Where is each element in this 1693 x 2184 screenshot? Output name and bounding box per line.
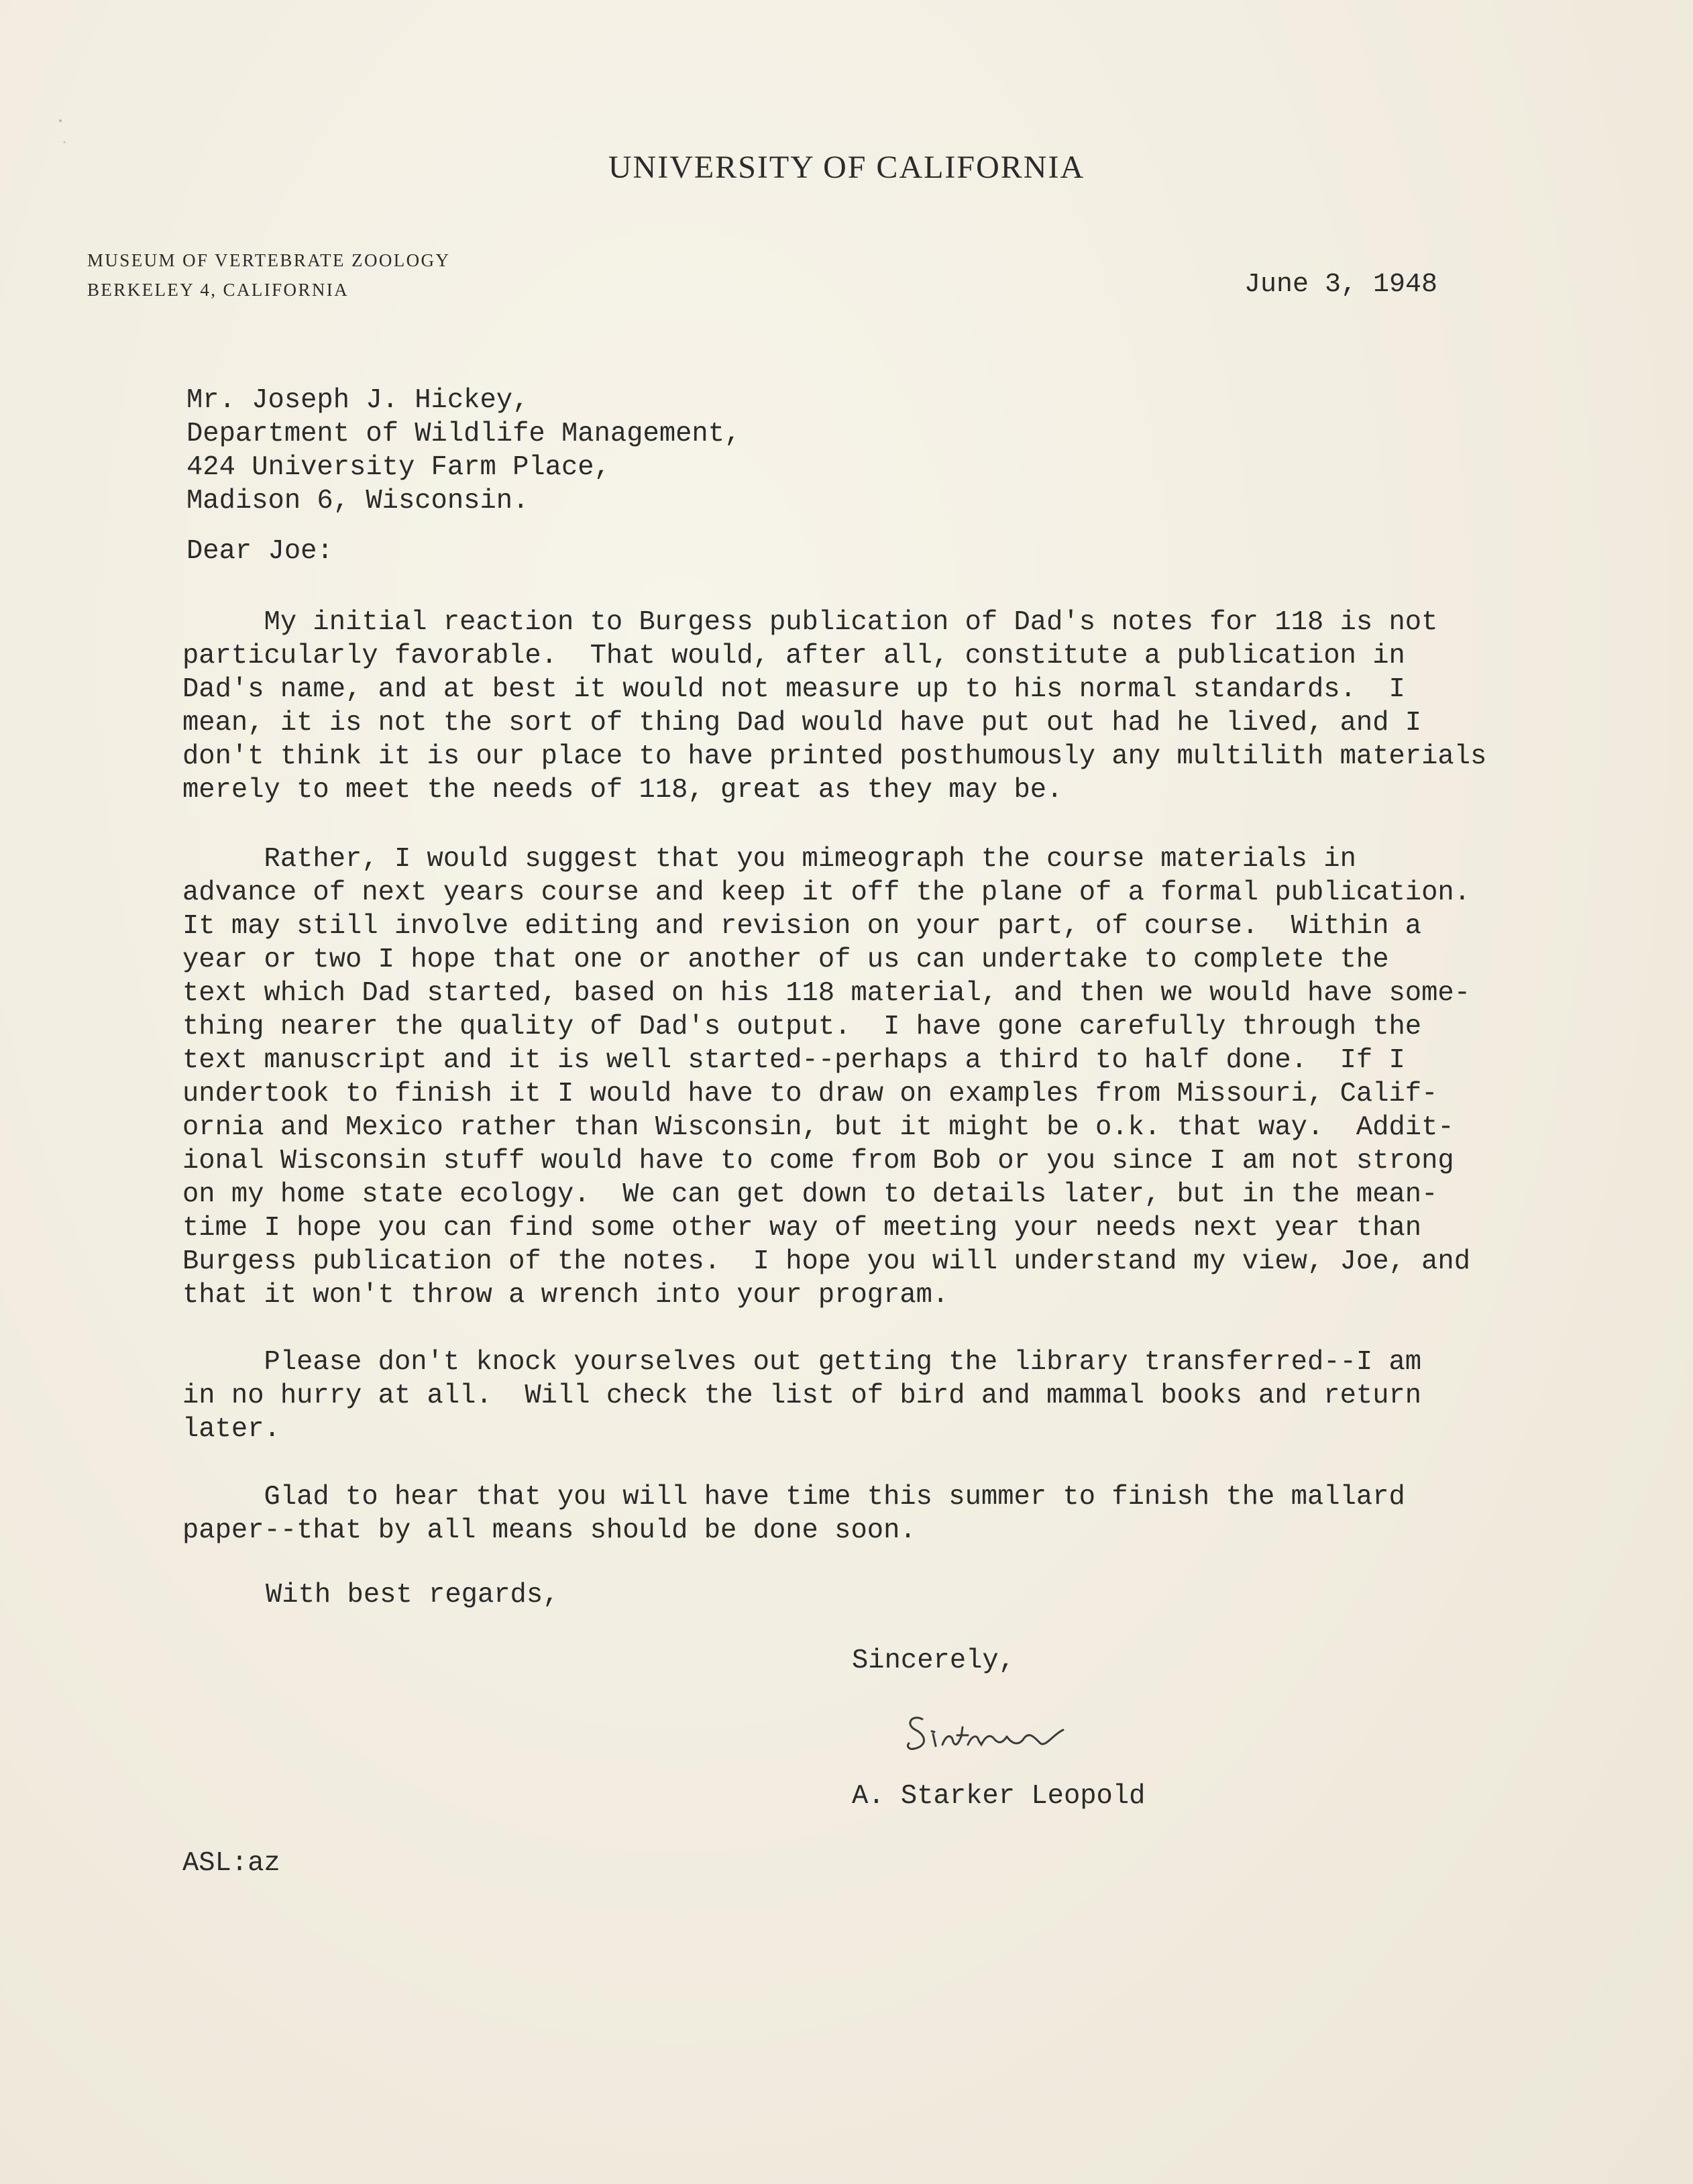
department-name: MUSEUM OF VERTEBRATE ZOOLOGY [87, 250, 451, 270]
recipient-city: Madison 6, Wisconsin. [186, 486, 529, 516]
signer-name: A. Starker Leopold [852, 1781, 1146, 1812]
paragraph-2 [182, 842, 1470, 1312]
letterhead-department [87, 245, 450, 305]
paragraph-line: don't think it is our place to have printed posthumously any multilith materials [182, 741, 1487, 772]
letter-date: June 3, 1948 [1244, 270, 1438, 300]
paragraph-4 [182, 1480, 1405, 1547]
closing-line: With best regards, [266, 1580, 559, 1610]
paragraph-line: text manuscript and it is well started--perhaps a third to half done. If I [182, 1045, 1405, 1076]
paragraph-line: ional Wisconsin stuff would have to come from Bob or you since I am not strong [182, 1146, 1454, 1177]
paragraph-line: merely to meet the needs of 118, great as they may be. [182, 775, 1063, 806]
paragraph-line: on my home state ecology. We can get down to details later, but in the mean- [182, 1179, 1438, 1210]
paragraph-3 [182, 1346, 1421, 1446]
salutation: Dear Joe: [186, 536, 333, 567]
paragraph-line: paper--that by all means should be done soon. [182, 1515, 916, 1546]
reference-initials: ASL:az [182, 1848, 280, 1879]
paragraph-1 [182, 606, 1486, 807]
paragraph-line: later. [182, 1414, 280, 1445]
handwritten-signature [902, 1707, 1077, 1761]
department-location: BERKELEY 4, CALIFORNIA [87, 280, 349, 300]
paragraph-line: that it won't throw a wrench into your program. [182, 1280, 949, 1311]
paragraph-line: Dad's name, and at best it would not measure up to his normal standards. I [182, 674, 1405, 705]
paragraph-line: time I hope you can find some other way of meeting your needs next year than [182, 1213, 1422, 1244]
recipient-street: 424 University Farm Place, [186, 452, 610, 483]
paragraph-line: particularly favorable. That would, after all, constitute a publication in [182, 641, 1405, 671]
recipient-department: Department of Wildlife Management, [186, 419, 741, 449]
paragraph-line: advance of next years course and keep it off the plane of a formal publication. [182, 877, 1471, 908]
paragraph-line: Burgess publication of the notes. I hope you will understand my view, Joe, and [182, 1246, 1471, 1277]
paragraph-line: Rather, I would suggest that you mimeograph the course materials in [182, 844, 1356, 875]
paragraph-line: Glad to hear that you will have time this summer to finish the mallard [182, 1482, 1405, 1513]
paragraph-line: It may still involve editing and revision on your part, of course. Within a [182, 911, 1422, 942]
paragraph-line: My initial reaction to Burgess publication of Dad's notes for 118 is not [182, 607, 1438, 638]
paragraph-line: in no hurry at all. Will check the list of bird and mammal books and return [182, 1380, 1422, 1411]
paragraph-line: undertook to finish it I would have to draw on examples from Missouri, Calif- [182, 1079, 1438, 1109]
paragraph-line: thing nearer the quality of Dad's output. I have gone carefully through the [182, 1012, 1422, 1042]
recipient-address [186, 384, 741, 518]
valediction: Sincerely, [852, 1645, 1016, 1676]
paragraph-line: Please don't knock yourselves out getting the library transferred--I am [182, 1347, 1422, 1378]
paragraph-line: ornia and Mexico rather than Wisconsin, but it might be o.k. that way. Addit- [182, 1112, 1454, 1143]
recipient-name: Mr. Joseph J. Hickey, [186, 385, 529, 416]
letterhead-institution: UNIVERSITY OF CALIFORNIA [608, 150, 1085, 185]
paragraph-line: year or two I hope that one or another of us can undertake to complete the [182, 944, 1389, 975]
paragraph-line: text which Dad started, based on his 118 material, and then we would have some- [182, 978, 1471, 1009]
paragraph-line: mean, it is not the sort of thing Dad would have put out had he lived, and I [182, 708, 1422, 739]
